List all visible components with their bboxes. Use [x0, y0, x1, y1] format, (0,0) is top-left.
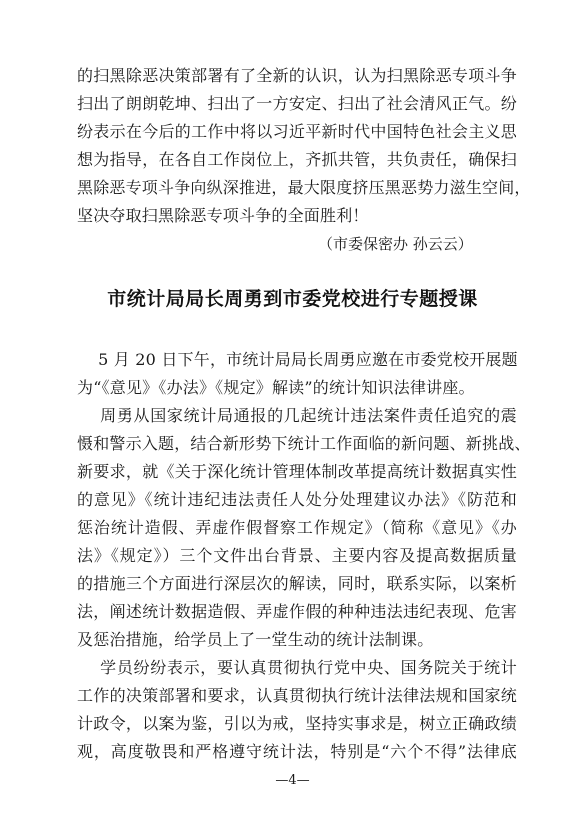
- text-line: 想为指导，在各自工作岗位上，齐抓共管，共负责任，确保扫: [77, 150, 517, 169]
- text-line: 的意见》《统计违纪违法责任人处分处理建议办法》《防范和: [77, 490, 517, 509]
- text-line: 的措施三个方面进行深层次的解读，同时，联系实际，以案析: [77, 574, 517, 593]
- text-line: 5 月 20 日下午，市统计局局长周勇应邀在市委党校开展题: [77, 350, 518, 369]
- text-line: 为“《意见》《办法》《规定》解读”的统计知识法律讲座。: [77, 378, 475, 397]
- article-title: 市统计局局长周勇到市委党校进行专题授课: [107, 288, 478, 310]
- text-line: 新要求，就《关于深化统计管理体制改革提高统计数据真实性: [77, 462, 517, 481]
- text-line: 及惩治措施，给学员上了一堂生动的统计法制课。: [77, 630, 434, 649]
- text-line: 计政令，以案为鉴，引以为戒，坚持实事求是，树立正确政绩: [77, 714, 517, 733]
- text-line: 观，高度敬畏和严格遵守统计法，特别是“六个不得”法律底: [77, 742, 517, 761]
- article-paragraph-2: [77, 402, 531, 654]
- text-line: 纷表示在今后的工作中将以习近平新时代中国特色社会主义思: [77, 122, 517, 141]
- text-line: 慑和警示入题，结合新形势下统计工作面临的新问题、新挑战、: [77, 434, 531, 453]
- article-paragraph-1: [77, 346, 517, 402]
- text-line: 惩治统计造假、弄虚作假督察工作规定》（简称《意见》《办: [77, 518, 517, 537]
- text-line: 黑除恶专项斗争向纵深推进，最大限度挤压黑恶势力滋生空间，: [77, 178, 531, 197]
- article-paragraph-3: [77, 654, 517, 766]
- text-line: 坚决夺取扫黑除恶专项斗争的全面胜利！: [77, 206, 369, 225]
- text-line: 法》《规定》）三个文件出台背景、主要内容及提高数据质量: [77, 546, 517, 565]
- text-line: 的扫黑除恶决策部署有了全新的认识，认为扫黑除恶专项斗争: [77, 66, 517, 85]
- page-number: —4—: [275, 773, 310, 788]
- text-line: 工作的决策部署和要求，认真贯彻执行统计法律法规和国家统: [77, 686, 517, 705]
- text-line: 法，阐述统计数据造假、弄虚作假的种种违法违纪表现、危害: [77, 602, 517, 621]
- text-line: 周勇从国家统计局通报的几起统计违法案件责任追究的震: [77, 406, 517, 425]
- text-line: 学员纷纷表示，要认真贯彻执行党中央、国务院关于统计: [77, 658, 517, 677]
- author-signature: （市委保密办 孙云云）: [318, 235, 473, 253]
- top-paragraph: [77, 62, 531, 230]
- text-line: 扫出了朗朗乾坤、扫出了一方安定、扫出了社会清风正气。纷: [77, 94, 517, 113]
